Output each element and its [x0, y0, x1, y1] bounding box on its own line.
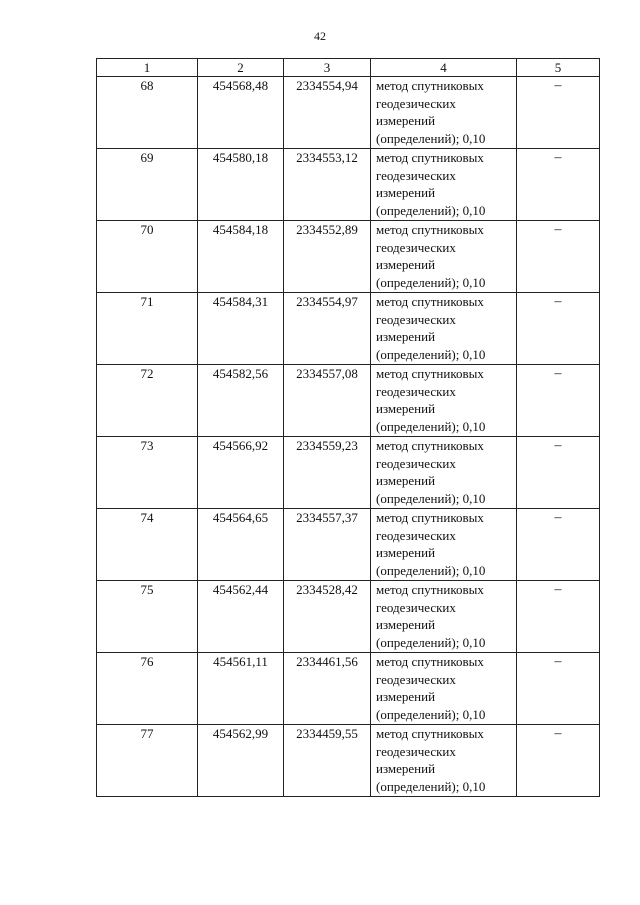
measurement-method: метод спутниковых геодезических измерений (определений); 0,10: [371, 77, 517, 149]
measurement-method: метод спутниковых геодезических измерений (определений); 0,10: [371, 653, 517, 725]
coordinate-x: 454582,56: [198, 365, 284, 437]
coordinate-x: 454564,65: [198, 509, 284, 581]
table-row: [97, 221, 600, 293]
table-row: [97, 653, 600, 725]
coordinate-y: 2334559,23: [284, 437, 371, 509]
column-header: 2: [198, 59, 284, 77]
measurement-method: метод спутниковых геодезических измерений (определений); 0,10: [371, 293, 517, 365]
point-description: –: [517, 725, 600, 797]
measurement-method: метод спутниковых геодезических измерений (определений); 0,10: [371, 725, 517, 797]
point-number: 76: [97, 653, 198, 725]
coordinate-x: 454584,31: [198, 293, 284, 365]
table-row: [97, 509, 600, 581]
point-description: –: [517, 365, 600, 437]
coordinate-x: 454562,99: [198, 725, 284, 797]
table-body: [97, 77, 600, 797]
coordinate-y: 2334557,08: [284, 365, 371, 437]
coordinate-x: 454568,48: [198, 77, 284, 149]
coordinate-y: 2334554,94: [284, 77, 371, 149]
point-number: 77: [97, 725, 198, 797]
measurement-method: метод спутниковых геодезических измерений (определений); 0,10: [371, 509, 517, 581]
coordinate-y: 2334528,42: [284, 581, 371, 653]
table-row: [97, 725, 600, 797]
point-description: –: [517, 77, 600, 149]
table-row: [97, 437, 600, 509]
measurement-method: метод спутниковых геодезических измерений (определений); 0,10: [371, 149, 517, 221]
table-row: [97, 293, 600, 365]
table-row: [97, 581, 600, 653]
point-number: 72: [97, 365, 198, 437]
column-header: 4: [371, 59, 517, 77]
point-number: 74: [97, 509, 198, 581]
table-header-row: [97, 59, 600, 77]
measurement-method: метод спутниковых геодезических измерений (определений); 0,10: [371, 221, 517, 293]
coordinate-y: 2334459,55: [284, 725, 371, 797]
coordinate-y: 2334552,89: [284, 221, 371, 293]
point-description: –: [517, 581, 600, 653]
point-description: –: [517, 509, 600, 581]
point-description: –: [517, 653, 600, 725]
coordinate-x: 454566,92: [198, 437, 284, 509]
column-header: 1: [97, 59, 198, 77]
coordinate-x: 454584,18: [198, 221, 284, 293]
point-description: –: [517, 437, 600, 509]
measurement-method: метод спутниковых геодезических измерений (определений); 0,10: [371, 365, 517, 437]
point-number: 75: [97, 581, 198, 653]
measurement-method: метод спутниковых геодезических измерений (определений); 0,10: [371, 437, 517, 509]
point-number: 69: [97, 149, 198, 221]
point-number: 70: [97, 221, 198, 293]
point-description: –: [517, 293, 600, 365]
column-header: 3: [284, 59, 371, 77]
coordinate-y: 2334554,97: [284, 293, 371, 365]
page-number: 42: [314, 29, 326, 43]
column-header: 5: [517, 59, 600, 77]
coordinate-y: 2334461,56: [284, 653, 371, 725]
point-number: 71: [97, 293, 198, 365]
coordinate-x: 454561,11: [198, 653, 284, 725]
point-number: 73: [97, 437, 198, 509]
coordinate-y: 2334557,37: [284, 509, 371, 581]
coordinates-table: [96, 58, 600, 797]
point-number: 68: [97, 77, 198, 149]
table-row: [97, 365, 600, 437]
table-row: [97, 149, 600, 221]
point-description: –: [517, 221, 600, 293]
coordinate-x: 454580,18: [198, 149, 284, 221]
coordinate-y: 2334553,12: [284, 149, 371, 221]
coordinate-x: 454562,44: [198, 581, 284, 653]
measurement-method: метод спутниковых геодезических измерений (определений); 0,10: [371, 581, 517, 653]
table-row: [97, 77, 600, 149]
point-description: –: [517, 149, 600, 221]
